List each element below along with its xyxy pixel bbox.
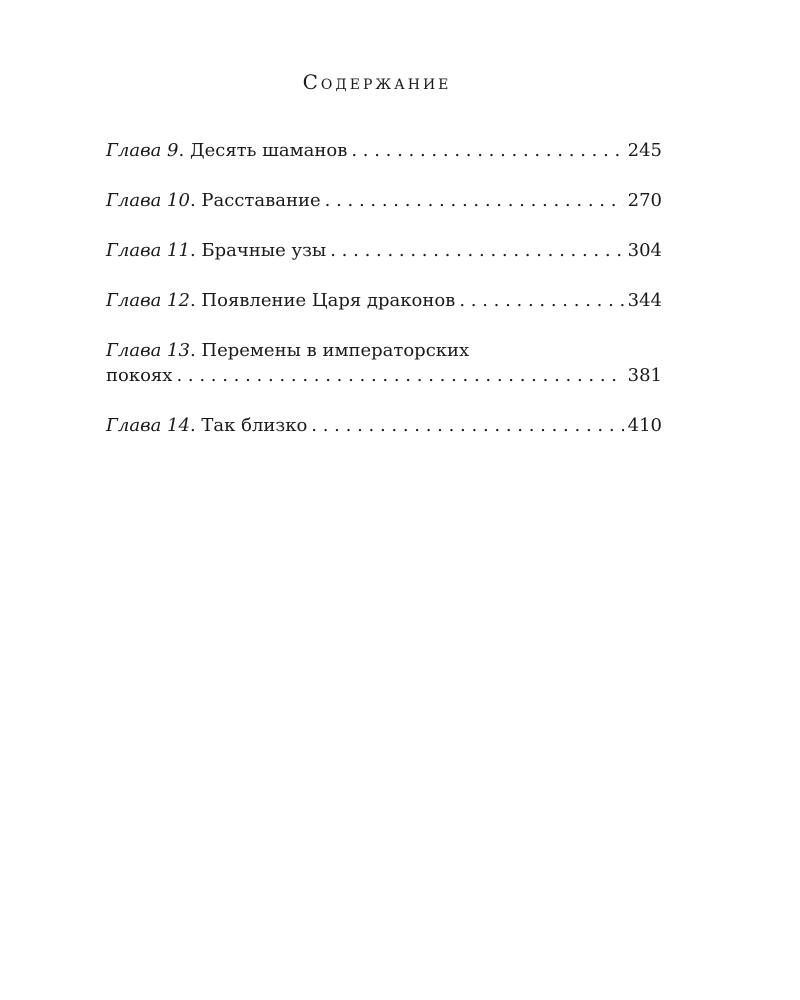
chapter-title: Десять шаманов (189, 140, 348, 161)
toc-line-first (106, 338, 662, 363)
dot-leader (325, 188, 624, 213)
separator: . (189, 415, 202, 436)
dot-leader (176, 363, 623, 388)
toc-line-continuation (106, 363, 662, 388)
chapter-title: Перемены в императорских (201, 340, 470, 361)
page-number: 304 (627, 240, 662, 261)
toc-entry-chapter-14 (106, 413, 662, 438)
chapter-number: Глава 10 (106, 190, 190, 211)
chapter-title: Брачные узы (201, 240, 327, 261)
table-of-contents (106, 138, 662, 463)
chapter-title: Так близко (201, 415, 308, 436)
toc-line (106, 238, 662, 263)
page-number: 381 (627, 365, 662, 386)
dot-leader (459, 288, 623, 313)
chapter-number: Глава 14 (106, 415, 190, 436)
page-title: Содержание (302, 70, 452, 94)
separator: . (189, 240, 202, 261)
separator: . (178, 140, 190, 161)
page-number: 410 (627, 415, 662, 436)
toc-line (106, 413, 662, 438)
chapter-title: Расставание (201, 190, 321, 211)
toc-entry-chapter-12 (106, 288, 662, 313)
page-number: 245 (627, 140, 662, 161)
separator: . (189, 340, 202, 361)
separator: . (189, 190, 202, 211)
page-number: 270 (627, 190, 662, 211)
chapter-number: Глава 9 (106, 140, 179, 161)
dot-leader (330, 238, 623, 263)
chapter-number: Глава 12 (106, 290, 190, 311)
toc-entry-chapter-11 (106, 238, 662, 263)
toc-line (106, 288, 662, 313)
chapter-title-continuation: покоях (106, 365, 173, 386)
chapter-number: Глава 13 (106, 340, 190, 361)
chapter-title: Появление Царя драконов (201, 290, 456, 311)
toc-entry-chapter-9 (106, 138, 662, 163)
dot-leader (351, 138, 623, 163)
page-number: 344 (627, 290, 662, 311)
toc-line (106, 188, 662, 213)
chapter-number: Глава 11 (106, 240, 190, 261)
separator: . (189, 290, 202, 311)
toc-entry-chapter-13 (106, 338, 662, 388)
dot-leader (311, 413, 623, 438)
toc-line (106, 138, 662, 163)
toc-entry-chapter-10 (106, 188, 662, 213)
